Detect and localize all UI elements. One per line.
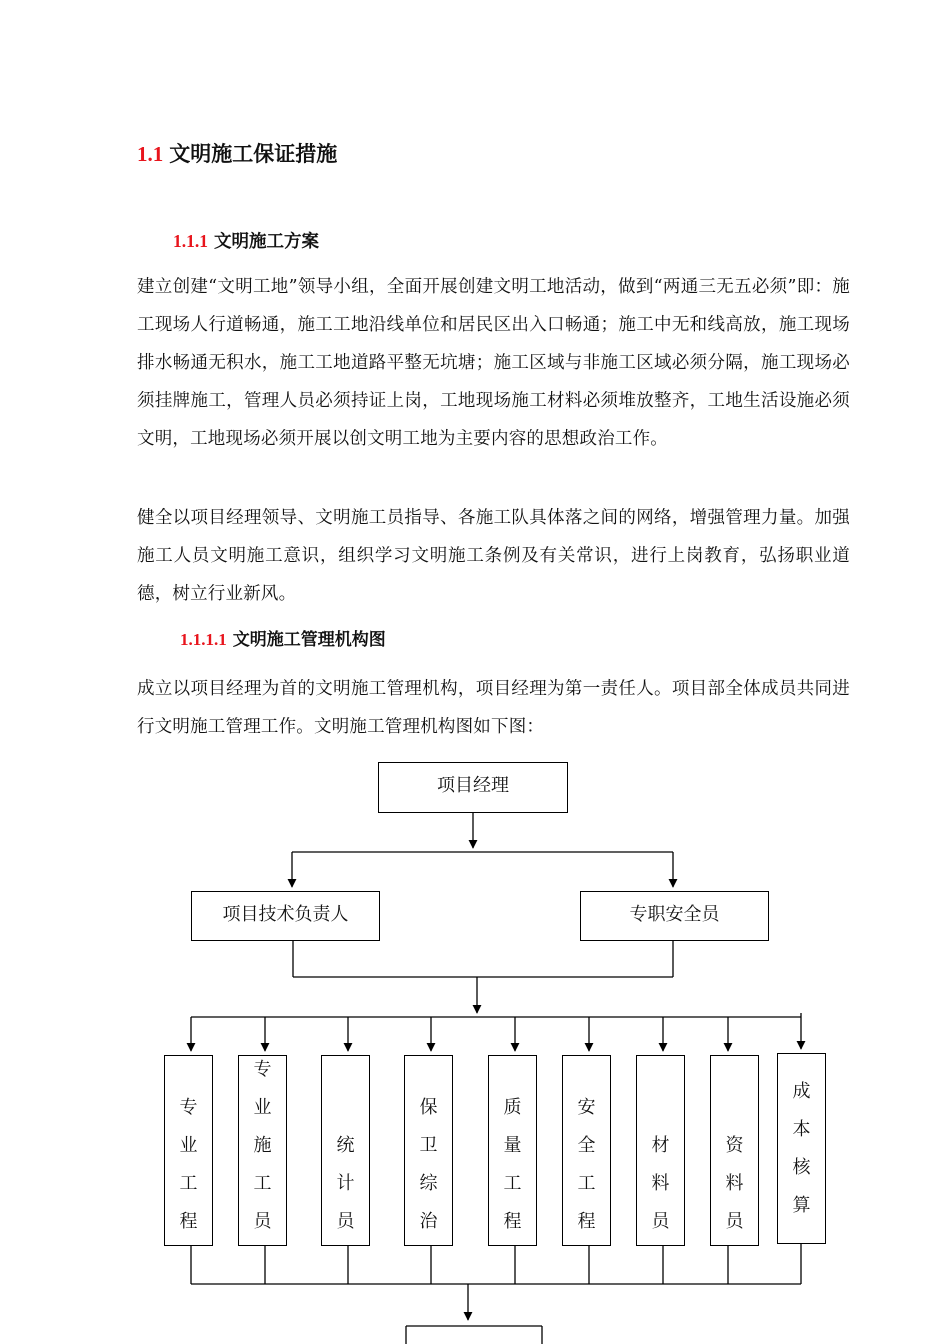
org-box-label: 专职安全员 <box>629 904 720 925</box>
org-box-safety-officer <box>580 891 769 941</box>
org-box-project-manager <box>378 762 568 813</box>
org-role-box <box>164 1055 213 1246</box>
subsubsection-title: 文明施工管理机构图 <box>232 630 386 650</box>
org-role-label: 统 计 员 <box>336 1135 355 1232</box>
org-role-label: 质 量 工 程 <box>503 1097 522 1232</box>
org-box-label: 项目经理 <box>437 775 509 796</box>
org-role-label: 材 料 员 <box>651 1135 670 1232</box>
org-role-label: 专 业 施 工 员 <box>253 1059 272 1232</box>
subsection-title: 文明施工方案 <box>214 232 319 252</box>
org-role-label: 安 全 工 程 <box>577 1097 596 1232</box>
org-box-label: 项目技术负责人 <box>222 904 349 925</box>
org-role-label: 保 卫 综 治 <box>419 1097 438 1232</box>
org-role-box <box>238 1055 287 1246</box>
org-role-label: 专 业 工 程 <box>179 1097 198 1232</box>
org-role-box <box>636 1055 685 1246</box>
org-role-box <box>404 1055 453 1246</box>
subsubsection-number: 1.1.1.1 <box>180 630 227 649</box>
org-role-box <box>562 1055 611 1246</box>
org-role-box <box>777 1053 826 1244</box>
paragraph-org-intro: 成立以项目经理为首的文明施工管理机构，项目经理为第一责任人。项目部全体成员共同进行文明施工管理工作。文明施工管理机构图如下图： <box>137 679 850 737</box>
paragraph-management-network: 健全以项目经理领导、文明施工员指导、各施工队具体落之间的网络，增强管理力量。加强施工人员文明施工意识，组织学习文明施工条例及有关常识，进行上岗教育，弘扬职业道德，树立行业新风。 <box>137 508 850 604</box>
section-title: 文明施工保证措施 <box>169 142 338 166</box>
org-role-box <box>710 1055 759 1246</box>
section-number: 1.1 <box>137 142 164 166</box>
org-role-box <box>321 1055 370 1246</box>
paragraph-civilized-site: 建立创建“文明工地”领导小组，全面开展创建文明工地活动，做到“两通三无五必须”即：施工现场人行道畅通，施工工地沿线单位和居民区出入口畅通；施工中无和线高放，施工现场排水畅通无积水，施工工地道路平整无坑塘；施工区域与非施工区域必须分隔，施工现场必须挂牌施工，管理人员必须持证上岗，工地现场施工材料必须堆放整齐，工地生活设施必须文明，工地现场必须开展以创文明工地为主要内容的思想政治工作。 <box>137 277 850 449</box>
org-box-technical-lead <box>191 891 380 941</box>
org-role-label: 成 本 核 算 <box>792 1080 811 1216</box>
org-role-box <box>488 1055 537 1246</box>
org-role-label: 资 料 员 <box>725 1135 744 1232</box>
subsection-number: 1.1.1 <box>173 231 208 251</box>
